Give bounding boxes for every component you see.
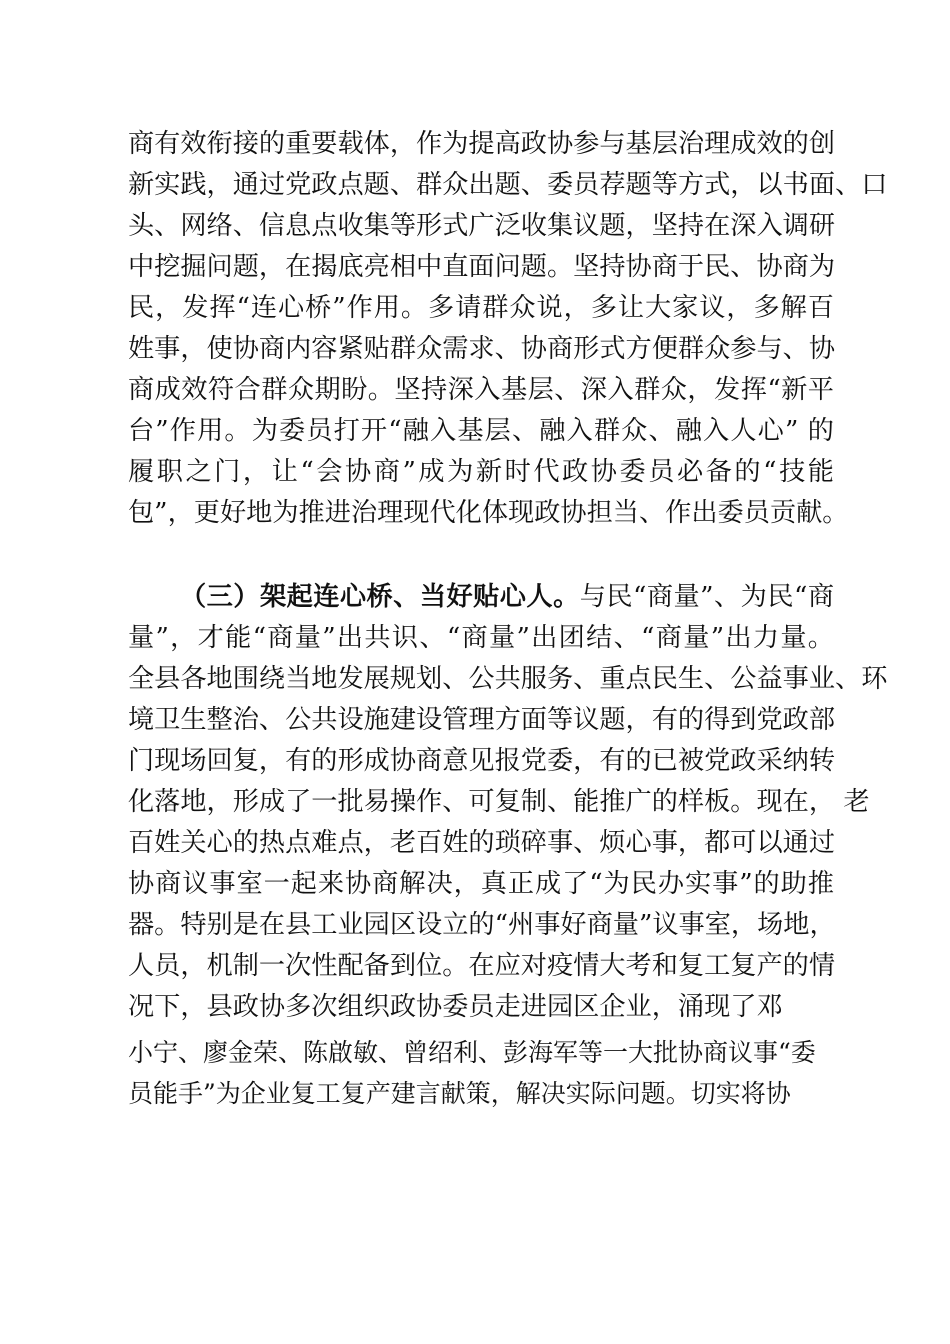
paragraph-2-line-10: 人员，机制一次性配备到位。在应对疫情大考和复工复产的情 [128,951,836,981]
paragraph-2-line-12: 小宁、廖金荣、陈啟敏、曾绍利、彭海军等一大批协商议事“委 [128,1038,816,1067]
paragraph-1-line-3: 头、网络、信息点收集等形式广泛收集议题，坚持在深入调研 [128,211,836,241]
paragraph-2-line-8: 协商议事室一起来协商解决，真正成了“为民办实事”的助推 [128,869,834,899]
paragraph-1-line-6: 姓事，使协商内容紧贴群众需求、协商形式方便群众参与、协 [128,334,836,364]
paragraph-1-line-1: 商有效衔接的重要载体，作为提高政协参与基层治理成效的创 [128,129,836,159]
paragraph-2-line-6: 化落地，形成了一批易操作、可复制、能推广的样板。现在， 老 [128,787,870,817]
paragraph-1-line-4: 中挖掘问题，在揭底亮相中直面问题。坚持协商于民、协商为 [128,252,836,282]
paragraph-2-line-13: 员能手”为企业复工复产建言献策，解决实际问题。切实将协 [128,1079,791,1108]
paragraph-1-line-2: 新实践，通过党政点题、群众出题、委员荐题等方式，以书面、口 [128,170,888,200]
paragraph-1-line-5: 民，发挥“连心桥”作用。多请群众说，多让大家议，多解百 [128,293,834,323]
paragraph-2-line-5: 门现场回复，有的形成协商意见报党委，有的已被党政采纳转 [128,746,836,776]
paragraph-2-line-11: 况下，县政协多次组织政协委员走进园区企业，涌现了邓 [128,992,783,1022]
paragraph-1-line-8: 台”作用。为委员打开“融入基层、融入群众、融入人心” 的 [128,416,834,446]
section-heading: （三）架起连心桥、当好贴心人。 [180,582,580,612]
paragraph-2-line-9: 器。特别是在县工业园区设立的“州事好商量”议事室，场地， [128,910,836,940]
paragraph-2-line-3: 全县各地围绕当地发展规划、公共服务、重点民生、公益事业、环 [128,664,888,694]
paragraph-2-line-2: 量”，才能“商量”出共识、“商量”出团结、“商量”出力量。 [128,623,834,653]
paragraph-1-line-7: 商成效符合群众期盼。坚持深入基层、深入群众，发挥“新平 [128,375,834,405]
paragraph-2-line-1-rest: 与民“商量”、为民“商 [579,582,835,612]
paragraph-2-line-7: 百姓关心的热点难点，老百姓的琐碎事、烦心事，都可以通过 [128,828,836,858]
paragraph-2-line-4: 境卫生整治、公共设施建设管理方面等议题，有的得到党政部 [128,705,836,735]
paragraph-1-line-10: 包”，更好地为推进治理现代化体现政协担当、作出委员贡献。 [128,498,849,528]
paragraph-2-line-1 [180,578,834,616]
paragraph-1-line-9: 履职之门，让“会协商”成为新时代政协委员必备的“技能 [128,457,834,487]
